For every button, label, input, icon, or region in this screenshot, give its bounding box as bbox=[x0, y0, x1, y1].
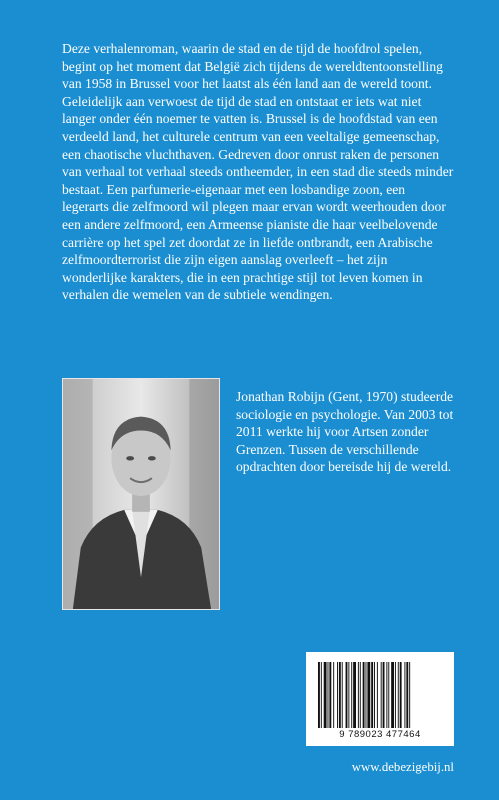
barcode-bar bbox=[353, 662, 356, 728]
barcode-bar bbox=[360, 662, 361, 728]
barcode-bar bbox=[348, 662, 349, 728]
isbn-barcode bbox=[306, 652, 454, 746]
barcode-bar bbox=[333, 662, 334, 728]
barcode-bar bbox=[381, 662, 382, 728]
barcode-bar bbox=[342, 662, 343, 728]
barcode-bar bbox=[409, 662, 410, 728]
barcode-bar bbox=[358, 662, 359, 728]
barcode-bar bbox=[318, 662, 320, 728]
barcode-bar bbox=[383, 662, 385, 728]
barcode-bars bbox=[316, 662, 444, 728]
publisher-website: www.debezigebij.nl bbox=[351, 760, 454, 774]
barcode-bar bbox=[363, 662, 365, 728]
barcode-bar bbox=[400, 662, 402, 728]
barcode-bar bbox=[329, 662, 331, 728]
barcode-bar bbox=[395, 662, 396, 728]
barcode-bar bbox=[337, 662, 338, 728]
author-portrait-image bbox=[63, 379, 219, 609]
isbn-number: 9 789023 477464 bbox=[339, 729, 421, 740]
barcode-bar bbox=[391, 662, 394, 728]
barcode-bar bbox=[321, 662, 322, 728]
barcode-bar bbox=[346, 662, 348, 728]
barcode-bar bbox=[386, 662, 387, 728]
barcode-bar bbox=[374, 662, 375, 728]
barcode-bar bbox=[388, 662, 389, 728]
barcode-bar bbox=[366, 662, 367, 728]
back-cover-blurb: Deze verhalenroman, waarin de stad en de tijd de hoofdrol spelen, begint op het moment dat België zich tijdens de wereldtentoonstelling van 1958 in Brussel voor het laatst als één land aan de wereld toont. Geleidelijk aan verwoest de tijd de stad en ontstaat er iets wat niet langer onder één noemer te vatten is. Brussel is de hoofdstad van een verdeeld land, het culturele centrum van een veeltalige gemeenschap, een chaotische vluchthaven. Gedreven door onrust raken de personen van verhaal tot verhaal steeds ontheemder, in een stad die steeds minder bestaat. Een parfumerie-eigenaar met een losbandige zoon, een legerarts die zelfmoord wil plegen maar ervan wordt weerhouden door een andere zelfmoord, een Armeense pianiste die haar veelbelovende carrière op het spel zet doordat ze in liefde ontbrandt, een Arabische zelfmoordterrorist die zijn eigen aanslag overleeft – het zijn wonderlijke karakters, die in een prachtige stijl tot leven komen in verhalen die wemelen van de subtiele wendingen. bbox=[62, 41, 454, 303]
barcode-bar bbox=[339, 662, 341, 728]
barcode-bar bbox=[351, 662, 352, 728]
barcode-bar bbox=[367, 662, 370, 728]
author-bio: Jonathan Robijn (Gent, 1970) studeerde sociologie en psychologie. Van 2003 tot 2011 werkte hij voor Artsen zonder Grenzen. Tussen de verschillende opdrachten door bereisde hij de wereld. bbox=[236, 389, 454, 475]
barcode-bar bbox=[404, 662, 405, 728]
barcode-bar bbox=[324, 662, 327, 728]
author-photo bbox=[62, 378, 220, 610]
barcode-bar bbox=[377, 662, 378, 728]
barcode-bar bbox=[398, 662, 399, 728]
barcode-bar bbox=[406, 662, 408, 728]
barcode-bar bbox=[371, 662, 373, 728]
barcode-bar bbox=[328, 662, 329, 728]
